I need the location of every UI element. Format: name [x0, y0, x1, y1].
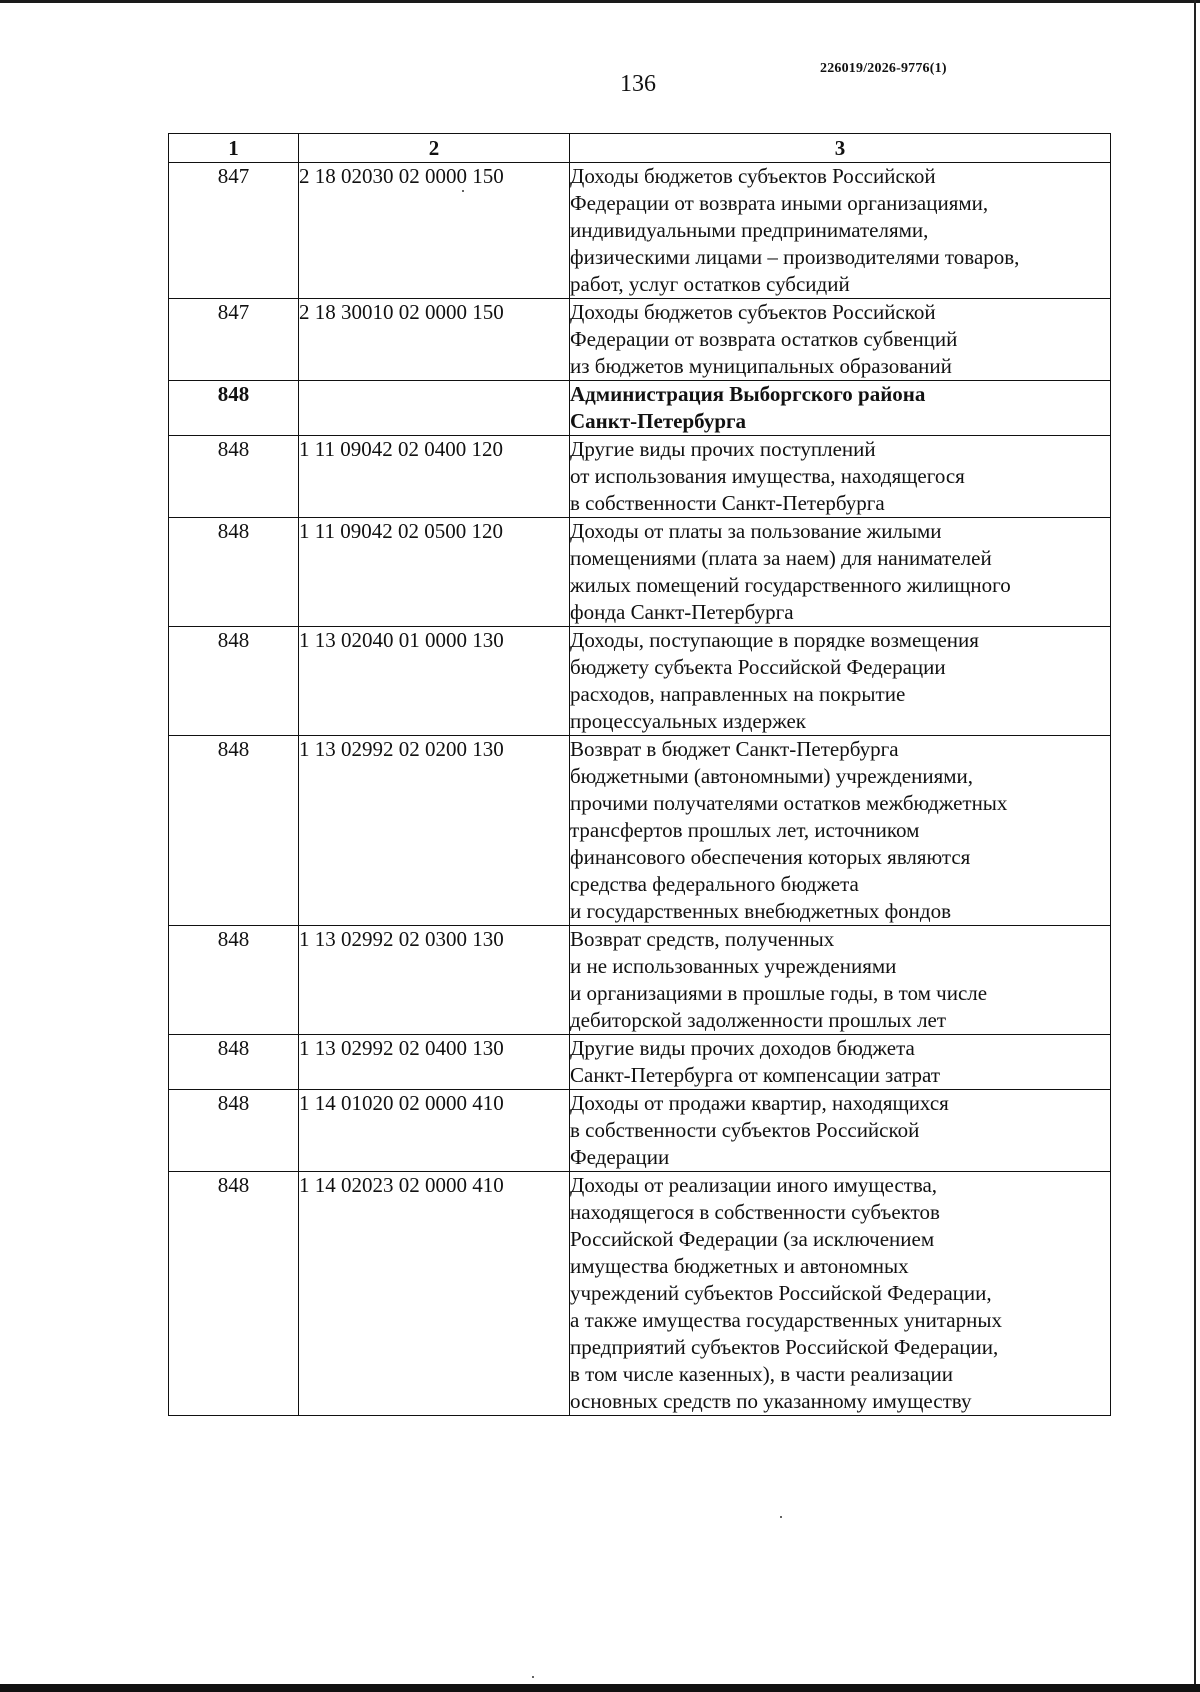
revenue-name-line: работ, услуг остатков субсидий — [570, 272, 850, 296]
budget-code-cell — [299, 518, 570, 627]
revenue-name-line: и не использованных учреждениями — [570, 954, 897, 978]
scan-speck — [462, 190, 464, 192]
admin-code-cell — [169, 1035, 299, 1090]
admin-code: 848 — [217, 382, 250, 406]
revenue-name-line: предприятий субъектов Российской Федерации, — [570, 1335, 999, 1359]
revenue-name-line: имущества бюджетных и автономных — [570, 1254, 909, 1278]
budget-code-cell — [299, 163, 570, 299]
revenue-name-line: Доходы бюджетов субъектов Российской — [570, 164, 936, 188]
budget-code: 2 18 30010 02 0000 150 — [299, 300, 504, 324]
revenue-name-line: Федерации от возврата иными организациями, — [570, 191, 989, 215]
revenue-name-line: из бюджетов муниципальных образований — [570, 354, 952, 378]
table-row — [169, 627, 1111, 736]
column-header-3: 3 — [570, 134, 1111, 163]
revenue-name-line: Доходы от платы за пользование жилыми — [570, 519, 942, 543]
budget-code-cell — [299, 1090, 570, 1172]
table-row — [169, 1090, 1111, 1172]
admin-code-cell — [169, 518, 299, 627]
revenue-name-line: и организациями в прошлые годы, в том числе — [570, 981, 988, 1005]
revenue-name-line: Доходы от продажи квартир, находящихся — [570, 1091, 949, 1115]
revenue-name-line: Возврат средств, полученных — [570, 927, 835, 951]
revenue-name-line: процессуальных издержек — [570, 709, 806, 733]
revenue-name-line: Другие виды прочих поступлений — [570, 437, 876, 461]
revenue-name-line: расходов, направленных на покрытие — [570, 682, 906, 706]
table-row — [169, 1172, 1111, 1416]
revenue-name-line: Возврат в бюджет Санкт-Петербурга — [570, 737, 899, 761]
revenue-name-line: в собственности Санкт-Петербурга — [570, 491, 885, 515]
budget-code-cell — [299, 627, 570, 736]
table-row — [169, 163, 1111, 299]
revenue-name-cell — [570, 436, 1111, 518]
revenue-name-line: находящегося в собственности субъектов — [570, 1200, 940, 1224]
table-body — [169, 163, 1111, 1416]
revenue-name-cell — [570, 163, 1111, 299]
scan-speck — [532, 1676, 534, 1678]
admin-code-cell — [169, 436, 299, 518]
revenue-name-cell — [570, 1172, 1111, 1416]
table-header-row — [169, 134, 1111, 163]
scan-edge-bottom — [0, 1684, 1200, 1692]
budget-code: 1 13 02992 02 0200 130 — [299, 737, 504, 761]
revenue-name-cell — [570, 1035, 1111, 1090]
admin-code: 848 — [217, 927, 250, 951]
revenue-name-line: Другие виды прочих доходов бюджета — [570, 1036, 915, 1060]
budget-code-cell — [299, 381, 570, 436]
admin-code-cell — [169, 381, 299, 436]
document-id: 226019/2026-9776(1) — [820, 61, 947, 76]
revenue-name-line: фонда Санкт-Петербурга — [570, 600, 794, 624]
admin-code: 848 — [217, 737, 250, 761]
budget-code: 1 11 09042 02 0500 120 — [299, 519, 503, 543]
revenue-name-cell — [570, 299, 1111, 381]
budget-code-cell — [299, 299, 570, 381]
budget-code: 1 11 09042 02 0400 120 — [299, 437, 503, 461]
revenue-name-cell — [570, 627, 1111, 736]
revenue-name-cell — [570, 736, 1111, 926]
page-number: 136 — [620, 71, 656, 97]
revenue-name-line: Доходы, поступающие в порядке возмещения — [570, 628, 979, 652]
column-header-2: 2 — [299, 134, 570, 163]
admin-code-cell — [169, 163, 299, 299]
admin-code: 848 — [217, 519, 250, 543]
revenue-name-line: финансового обеспечения которых являются — [570, 845, 971, 869]
admin-code-cell — [169, 1172, 299, 1416]
revenue-name-line: средства федерального бюджета — [570, 872, 859, 896]
revenue-name-cell — [570, 1090, 1111, 1172]
table-row — [169, 518, 1111, 627]
revenue-name-cell — [570, 518, 1111, 627]
revenue-name-line: Санкт-Петербурга от компенсации затрат — [570, 1063, 941, 1087]
revenue-name-line: Федерации от возврата остатков субвенций — [570, 327, 958, 351]
revenue-name-line: жилых помещений государственного жилищного — [570, 573, 1011, 597]
column-header-1: 1 — [169, 134, 299, 163]
budget-code-cell — [299, 1172, 570, 1416]
revenue-name-line: бюджетными (автономными) учреждениями, — [570, 764, 974, 788]
revenue-name-line: бюджету субъекта Российской Федерации — [570, 655, 946, 679]
revenue-name-line: Доходы бюджетов субъектов Российской — [570, 300, 936, 324]
admin-code: 848 — [217, 1091, 250, 1115]
scan-edge-right — [1194, 0, 1196, 1692]
admin-code: 847 — [217, 164, 250, 188]
revenue-name-line: помещениями (плата за наем) для нанимателей — [570, 546, 992, 570]
admin-code: 848 — [217, 1036, 250, 1060]
budget-code: 2 18 02030 02 0000 150 — [299, 164, 504, 188]
scan-speck — [780, 1516, 782, 1518]
revenue-name-cell — [570, 926, 1111, 1035]
admin-code-cell — [169, 1090, 299, 1172]
budget-code-cell — [299, 436, 570, 518]
revenue-name-line: Доходы от реализации иного имущества, — [570, 1173, 938, 1197]
revenue-name-line: основных средств по указанному имуществу — [570, 1389, 972, 1413]
budget-code-cell — [299, 736, 570, 926]
scan-edge-top — [0, 0, 1200, 3]
revenue-codes-table — [168, 133, 1111, 1416]
budget-code: 1 13 02040 01 0000 130 — [299, 628, 504, 652]
budget-code-cell — [299, 926, 570, 1035]
revenue-name-line: дебиторской задолженности прошлых лет — [570, 1008, 947, 1032]
revenue-name-line: физическими лицами – производителями товаров, — [570, 245, 1020, 269]
budget-code: 1 14 01020 02 0000 410 — [299, 1091, 504, 1115]
table-row — [169, 381, 1111, 436]
table-row — [169, 736, 1111, 926]
revenue-name-line: Российской Федерации (за исключением — [570, 1227, 935, 1251]
table-row — [169, 299, 1111, 381]
admin-code: 847 — [217, 300, 250, 324]
revenue-name-line: в том числе казенных), в части реализации — [570, 1362, 953, 1386]
admin-code-cell — [169, 736, 299, 926]
admin-code: 848 — [217, 1173, 250, 1197]
revenue-name-line: а также имущества государственных унитарных — [570, 1308, 1002, 1332]
revenue-name-line: от использования имущества, находящегося — [570, 464, 965, 488]
revenue-name-line: Администрация Выборгского района — [570, 382, 926, 406]
revenue-name-line: Санкт-Петербурга — [570, 409, 747, 433]
revenue-name-line: Федерации — [570, 1145, 670, 1169]
table-row — [169, 1035, 1111, 1090]
admin-code: 848 — [217, 437, 250, 461]
revenue-name-line: трансфертов прошлых лет, источником — [570, 818, 920, 842]
revenue-name-line: и государственных внебюджетных фондов — [570, 899, 952, 923]
budget-code-cell — [299, 1035, 570, 1090]
budget-code: 1 13 02992 02 0400 130 — [299, 1036, 504, 1060]
budget-code: 1 14 02023 02 0000 410 — [299, 1173, 504, 1197]
budget-code: 1 13 02992 02 0300 130 — [299, 927, 504, 951]
table-row — [169, 436, 1111, 518]
revenue-name-line: индивидуальными предпринимателями, — [570, 218, 929, 242]
admin-code-cell — [169, 926, 299, 1035]
revenue-name-cell — [570, 381, 1111, 436]
table-row — [169, 926, 1111, 1035]
admin-code: 848 — [217, 628, 250, 652]
revenue-name-line: учреждений субъектов Российской Федерации, — [570, 1281, 992, 1305]
admin-code-cell — [169, 627, 299, 736]
admin-code-cell — [169, 299, 299, 381]
revenue-name-line: прочими получателями остатков межбюджетных — [570, 791, 1008, 815]
revenue-name-line: в собственности субъектов Российской — [570, 1118, 920, 1142]
